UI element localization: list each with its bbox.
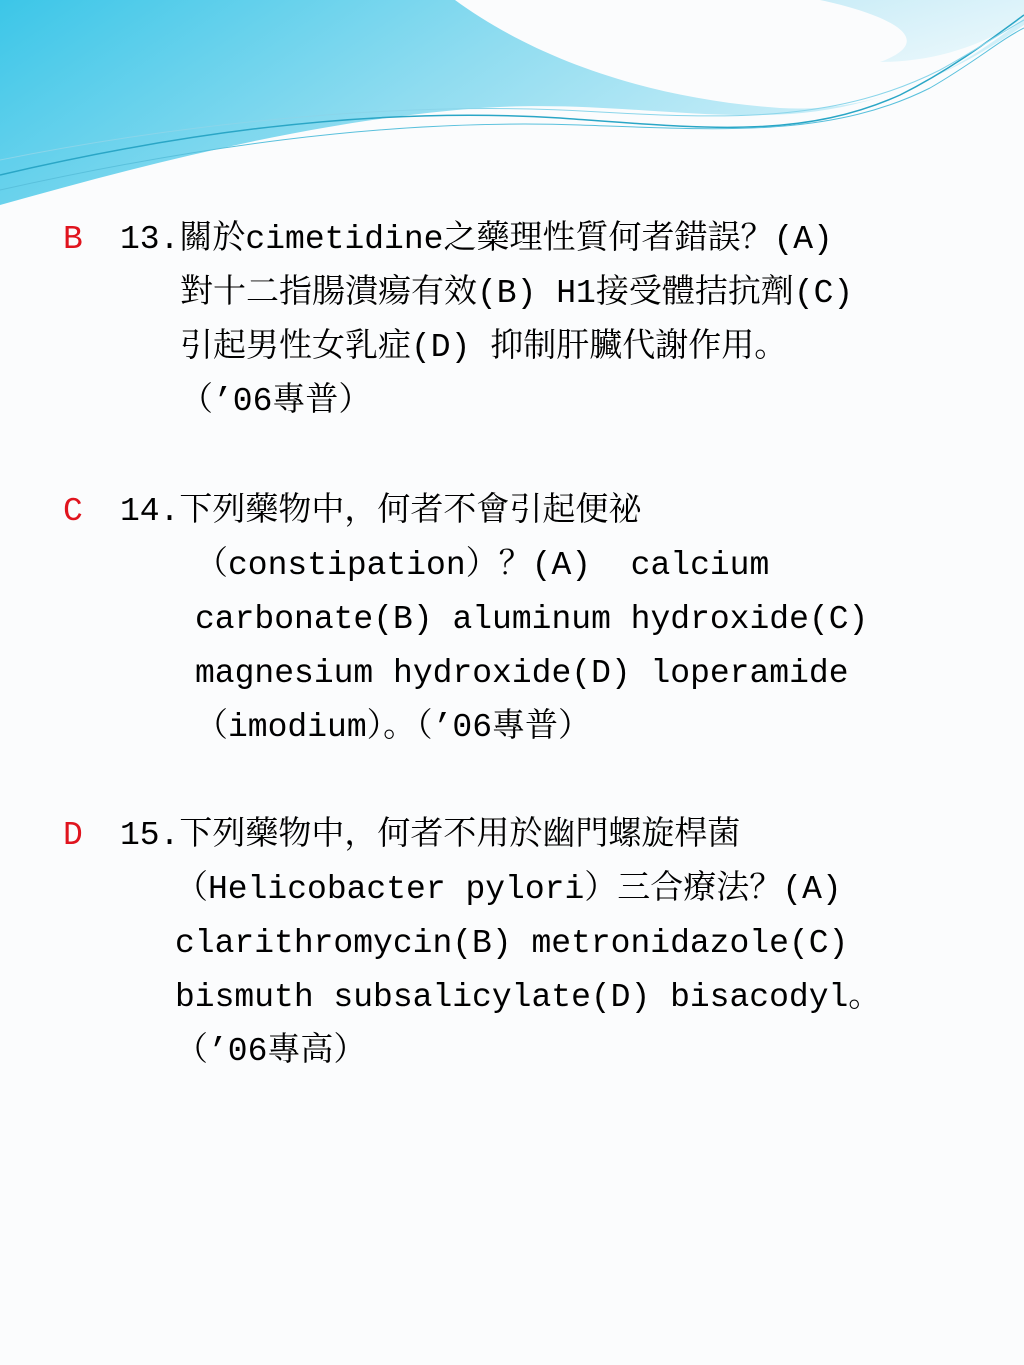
- question-line-3: clarithromycin(B) metronidazole(C): [175, 925, 849, 962]
- question-13: [0, 213, 1024, 429]
- question-line-1: [0, 485, 1024, 539]
- question-line-1: [0, 213, 1024, 267]
- answer-letter: D: [63, 817, 83, 854]
- question-line-2: （constipation）？(A) calcium: [195, 547, 770, 584]
- question-text: 下列藥物中，何者不會引起便祕: [179, 493, 642, 530]
- question-15: [0, 809, 1024, 1079]
- question-number: 13.: [120, 221, 180, 258]
- question-source: （’06專高）: [175, 1033, 367, 1070]
- question-line-3: carbonate(B) aluminum hydroxide(C): [195, 601, 869, 638]
- question-source: （imodium）。（’06專普）: [195, 709, 592, 746]
- answer-letter: C: [63, 493, 83, 530]
- question-source: （’06專普）: [180, 383, 372, 420]
- answer-letter: B: [63, 221, 83, 258]
- question-number: 15.: [120, 817, 180, 854]
- question-text: 下列藥物中，何者不用於幽門螺旋桿菌: [179, 817, 741, 854]
- question-14: [0, 485, 1024, 755]
- question-text: 關於cimetidine之藥理性質何者錯誤？(A): [179, 221, 833, 258]
- question-line-4: magnesium hydroxide(D) loperamide: [195, 655, 849, 692]
- question-line-4: bismuth subsalicylate(D) bisacodyl。: [175, 979, 882, 1016]
- question-line-3: 引起男性女乳症(D) 抑制肝臟代謝作用。: [180, 329, 788, 366]
- question-line-2: （Helicobacter pylori）三合療法？(A): [175, 871, 842, 908]
- question-number: 14.: [120, 493, 180, 530]
- header-wave-decoration: [0, 0, 1024, 230]
- question-line-1: [0, 809, 1024, 863]
- question-line-2: 對十二指腸潰瘍有效(B) H1接受體拮抗劑(C): [180, 275, 854, 312]
